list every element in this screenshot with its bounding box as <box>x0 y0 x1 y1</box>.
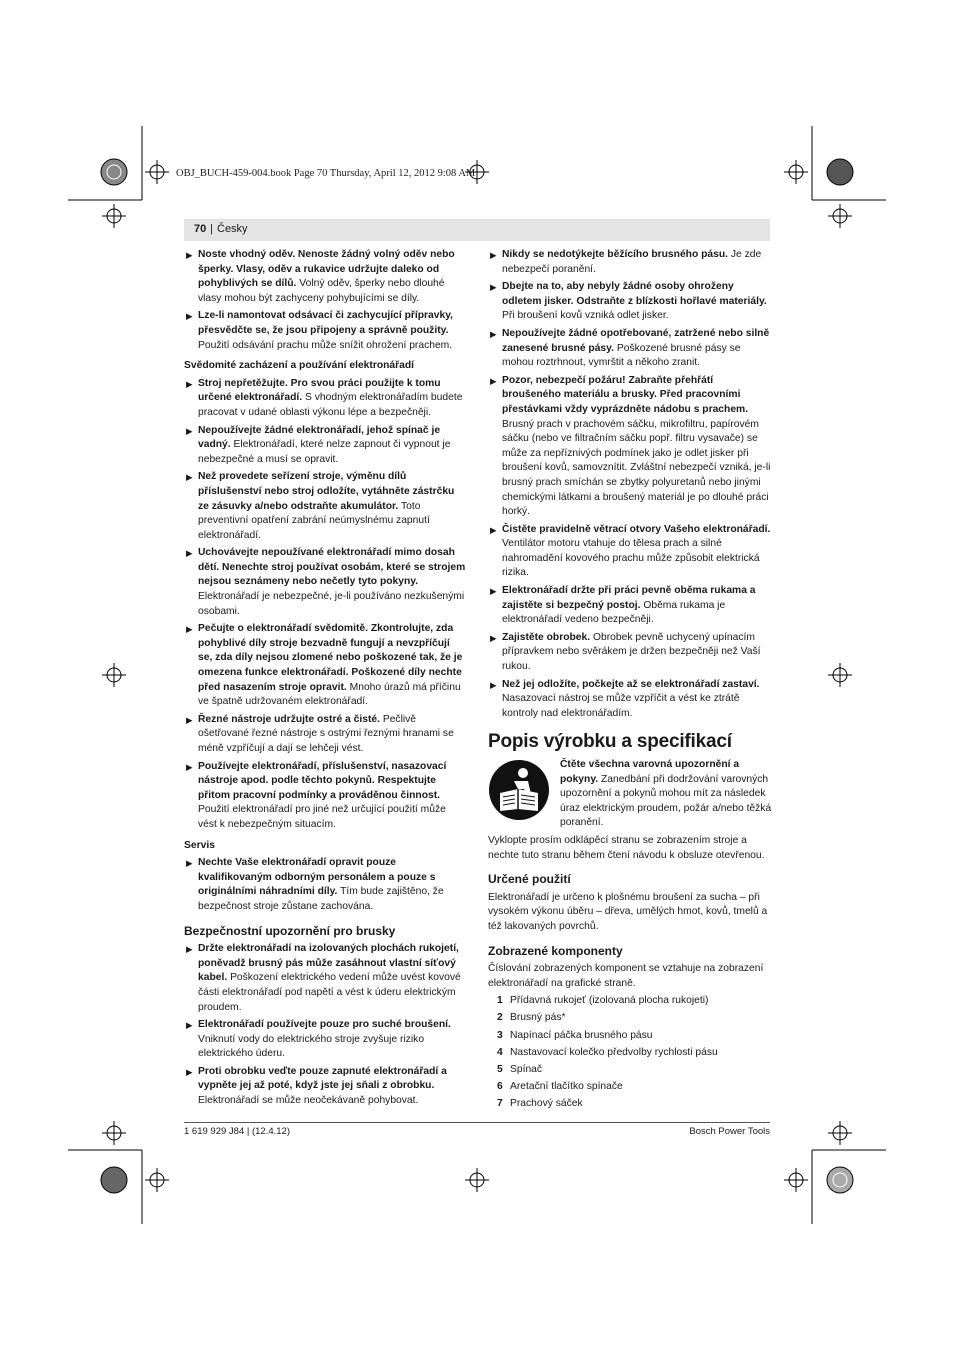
triangle-right-icon: ▶ <box>186 311 193 322</box>
triangle-right-icon: ▶ <box>186 472 193 483</box>
foldout-note: Vyklopte prosím odklápěcí stranu se zobrazením stroje a nechte tuto stranu během čtení návodu k obsluze otevřenou. <box>488 835 765 861</box>
list-item: ▶ Čistěte pravidelně větrací otvory Vašeho elektronářadí. Ventilátor motoru vtahuje do tělesa prach a silné nahromadění kovového prachu může způsobit elektrická rizika. <box>490 523 771 579</box>
triangle-right-icon: ▶ <box>186 858 193 869</box>
section-heading: Servis <box>184 839 215 851</box>
page-number: 70 <box>194 223 207 235</box>
footer-divider <box>184 1122 770 1123</box>
list-item: ▶ Dbejte na to, aby nebyly žádné osoby ohroženy odletem jisker. Odstraňte z blízkosti hořlavé materiály. Při broušení kovů vzniká odlet jisker. <box>490 281 767 322</box>
intended-use-text: Elektronářadí je určeno k plošnému broušení za sucha – při vysokém výkonu úběru – dřeva, umělých hmot, kovů, tmelů a též lakovaných povrchů. <box>488 891 768 932</box>
triangle-right-icon: ▶ <box>186 425 193 436</box>
section-heading: Určené použití <box>488 872 571 887</box>
list-item: ▶ Zajistěte obrobek. Obrobek pevně uchycený upínacím přípravkem nebo svěrákem je držen bezpečněji než Vaší rukou. <box>490 631 761 673</box>
warning-block: Čtěte všechna varovná upozornění a pokyny. Zanedbání při dodržování varovných upozornění a pokynů mohou mít za následek úraz elektrickým proudem, požár a/nebo těžká poranění. <box>488 758 772 832</box>
triangle-right-icon: ▶ <box>186 378 193 389</box>
list-item: ▶ Používejte elektronářadí, příslušenství, nasazovací nástroje apod. podle těchto pokynů. Respektujte přitom pracovní podmínky a prováděnou činnost. Použití elektronářadí pro jiné než určující použití může vést k nebezpečným situacím. <box>186 760 447 830</box>
triangle-right-icon: ▶ <box>490 632 497 643</box>
components-list <box>488 994 772 1111</box>
print-info-line: OBJ_BUCH-459-004.book Page 70 Thursday, April 12, 2012 9:08 AM <box>176 168 476 179</box>
list-item: ▶ Stroj nepřetěžujte. Pro svou práci použijte k tomu určené elektronářadí. S vhodným elektronářadím budete pracovat v udané oblasti výkonu lépe a bezpečněji. <box>186 377 463 418</box>
list-item: ▶ Pozor, nebezpečí požáru! Zabraňte přehřátí broušeného materiálu a brusky. Před pracovními přestávkami vždy vyprázdněte nádobu s prachem. Brusný prach v prachovém sáčku, mikrofiltru, papírovém sáčku (nebo ve filtračním sáčku popř. filtru vysavače) se může za nepříznivých podmínek jako je odlet jisker při broušení kovů, samovznítit. Zvláštní nebezpečí vzniká, je-li brusný prach smíchán se zbytky polyuretanů nebo jinými chemickými látkami a broušený materiál je po dlouhé práci horký. <box>490 374 771 518</box>
triangle-right-icon: ▶ <box>186 1020 193 1031</box>
triangle-right-icon: ▶ <box>186 1066 193 1077</box>
list-item: ▶ Držte elektronářadí na izolovaných plochách rukojetí, poněvadž brusný pás může zasáhnout vlastní síťový kabel. Poškození elektrického vedení může uvést kovové části elektronářadí pod napětí a vést k úderu elektrickým proudem. <box>186 943 461 1013</box>
list-item: ▶ Nepoužívejte žádné elektronářadí, jehož spínač je vadný. Elektronářadí, které nelze zapnout či vypnout je nebezpečné a musí se opravit. <box>186 424 451 465</box>
list-item: 5 Spínač <box>497 1063 543 1075</box>
list-item: 2 Brusný pás* <box>497 1012 566 1024</box>
list-item: ▶ Nikdy se nedotýkejte běžícího brusného pásu. Je zde nebezpečí poranění. <box>490 249 762 275</box>
list-item: 6 Aretační tlačítko spínače <box>497 1080 623 1092</box>
footer-doc-number: 1 619 929 J84 | (12.4.12) <box>184 1126 290 1137</box>
right-column <box>488 248 772 1114</box>
list-item: ▶ Řezné nástroje udržujte ostré a čisté. Pečlivě ošetřované řezné nástroje s ostrými řeznými hranami se méně vzpříčují a dají se lehčeji vést. <box>186 713 454 754</box>
triangle-right-icon: ▶ <box>186 761 193 772</box>
triangle-right-icon: ▶ <box>186 548 193 559</box>
triangle-right-icon: ▶ <box>186 250 193 260</box>
section-title: Popis výrobku a specifikací <box>488 731 732 753</box>
read-manual-icon <box>488 759 550 821</box>
list-item: 4 Nastavovací kolečko předvolby rychlosti pásu <box>497 1046 718 1058</box>
list-item: ▶ Uchovávejte nepoužívané elektronářadí mimo dosah dětí. Nenechte stroj používat osobám, které se strojem nejsou seznámeny nebo nečetly tyto pokyny. Elektronářadí je nebezpečné, je-li používáno nezkušenými osobami. <box>186 547 466 617</box>
list-item: ▶ Noste vhodný oděv. Nenoste žádný volný oděv nebo šperky. Vlasy, oděv a rukavice udržujte daleko od pohyblivých se dílů. Volný oděv, šperky nebo dlouhé vlasy mohou být zachyceny pohybujícími se díly. <box>186 249 455 304</box>
triangle-right-icon: ▶ <box>490 586 497 597</box>
list-item: 3 Napínací páčka brusného pásu <box>497 1029 653 1041</box>
header-separator: | <box>210 223 213 235</box>
triangle-right-icon: ▶ <box>490 679 497 690</box>
section-heading: Svědomité zacházení a používání elektronářadí <box>184 360 415 372</box>
triangle-right-icon: ▶ <box>490 328 497 339</box>
triangle-right-icon: ▶ <box>186 944 193 955</box>
section-heading: Zobrazené komponenty <box>488 943 623 958</box>
list-item: ▶ Elektronářadí držte při práci pevně oběma rukama a zajistěte si bezpečný postoj. Oběma rukama je elektronářadí vedeno bezpečněji. <box>490 585 756 626</box>
list-item: ▶ Nepoužívejte žádné opotřebované, zatržené nebo silně zanesené brusné pásy. Poškozené brusné pásy se mohou roztrhnout, vymrštit a někoho zranit. <box>490 327 770 369</box>
list-item: ▶ Než provedete seřízení stroje, výměnu dílů příslušenství nebo stroj odložíte, vytáhněte zástrčku ze zásuvky a/nebo odstraňte akumulátor. Toto preventivní opatření zabrání neúmyslnému zapnutí elektronářadí. <box>186 471 455 541</box>
list-item: 1 Přídavná rukojeť (izolovaná plocha rukojeti) <box>497 995 709 1007</box>
triangle-right-icon: ▶ <box>490 250 497 260</box>
footer-brand: Bosch Power Tools <box>689 1126 770 1137</box>
list-item: 7 Prachový sáček <box>497 1097 583 1109</box>
list-item: ▶ Elektronářadí používejte pouze pro suché broušení. Vniknutí vody do elektrického stroje zvyšuje riziko elektrického úderu. <box>186 1019 451 1060</box>
list-item: ▶ Než jej odložíte, počkejte až se elektronářadí zastaví. Nasazovací nástroj se může vzpříčit a vést ke ztrátě kontroly nad elektronářadím. <box>490 678 760 719</box>
list-item: ▶ Nechte Vaše elektronářadí opravit pouze kvalifikovaným odborným personálem a pouze s originálními náhradními díly. Tím bude zajištěno, že bezpečnost stroje zůstane zachována. <box>186 857 444 912</box>
list-item: ▶ Proti obrobku veďte pouze zapnuté elektronářadí a vypněte jej až poté, když jste jej sňali z obrobku. Elektronářadí se může neočekávaně pohybovat. <box>186 1065 447 1107</box>
header-language: Česky <box>217 223 248 235</box>
section-heading: Bezpečnostní upozornění pro brusky <box>184 923 396 938</box>
components-intro: Číslování zobrazených komponent se vztahuje na zobrazení elektronářadí na grafické straně. <box>488 963 764 989</box>
triangle-right-icon: ▶ <box>186 624 193 635</box>
page-header-bar <box>184 219 770 241</box>
left-column <box>184 248 466 1112</box>
triangle-right-icon: ▶ <box>490 282 497 293</box>
triangle-right-icon: ▶ <box>490 375 497 386</box>
list-item: ▶ Pečujte o elektronářadí svědomitě. Zkontrolujte, zda pohyblivé díly stroje bezvadně fungují a nevzpříčují se, zda díly nejsou zlomené nebo poškozené tak, že je omezena funkce elektronářadí. Poškozené díly nechte před nasazením stroje opravit. Mnoho úrazů má příčinu ve špatně udržovaném elektronářadí. <box>186 623 463 708</box>
triangle-right-icon: ▶ <box>186 714 193 725</box>
triangle-right-icon: ▶ <box>490 524 497 535</box>
list-item: ▶ Lze-li namontovat odsávací či zachycující přípravky, přesvědčte se, že jsou připojeny a správně použity. Použití odsávání prachu může snížit ohrožení prachem. <box>186 310 454 351</box>
